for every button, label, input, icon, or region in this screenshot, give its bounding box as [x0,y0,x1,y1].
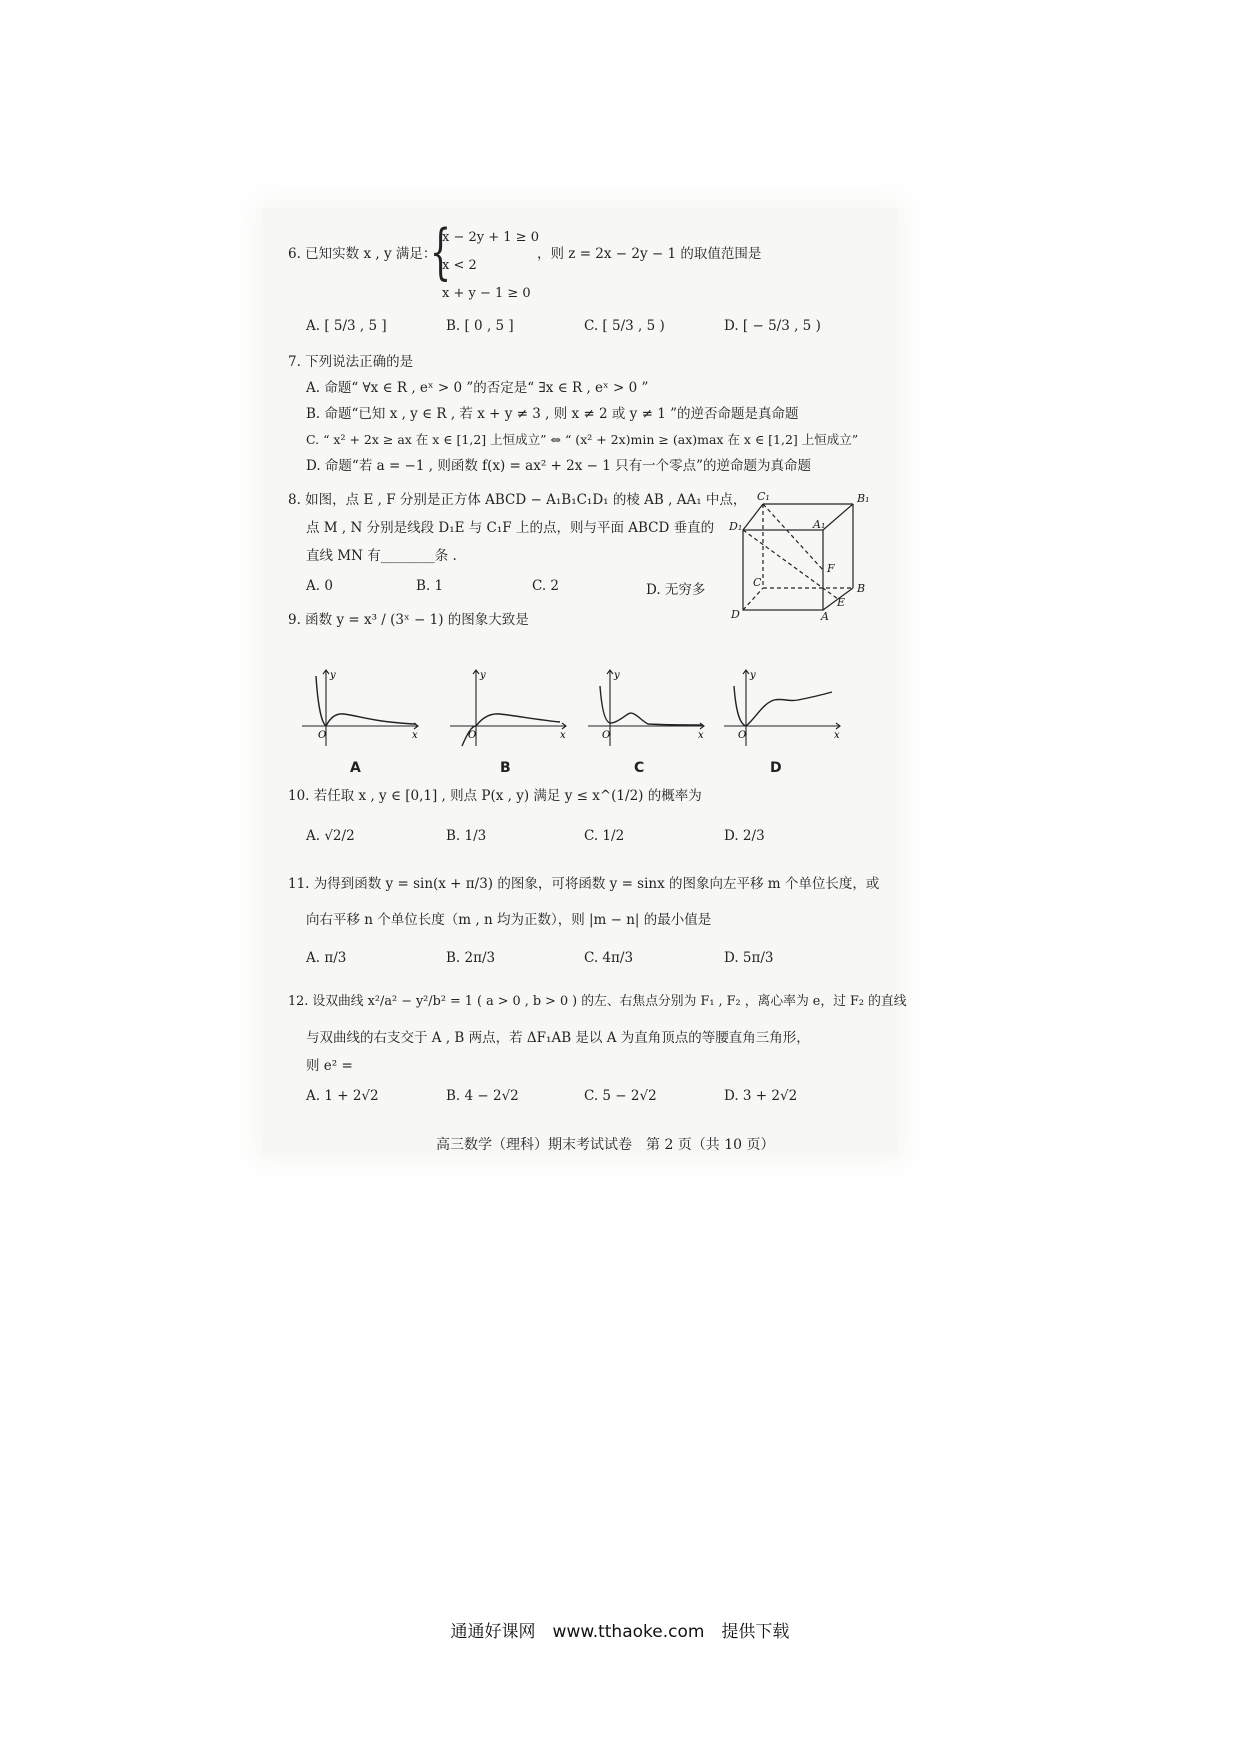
q9-b-origin: O [468,730,477,741]
q6-ineq-3: x + y − 1 ≥ 0 [442,286,531,301]
q8-option-c: C. 2 [532,578,560,594]
q6-stem-b: ，则 z = 2x − 2y − 1 的取值范围是 [537,246,762,262]
cube-label-c: C [753,576,762,589]
q9-a-origin: O [318,730,327,741]
q9-stem: 9. 函数 y = x³ / (3ˣ − 1) 的图象大致是 [288,612,529,628]
q9-a-x: x [412,730,418,741]
cube-label-c1: C₁ [757,490,770,503]
q8-line-1: 8. 如图，点 E , F 分别是正方体 ABCD − A₁B₁C₁D₁ 的棱 AB , AA₁ 中点， [288,492,747,508]
cube-label-a: A [821,610,829,623]
q9-b-y: y [480,670,486,681]
q9-c-origin: O [602,730,611,741]
cube-label-d: D [731,608,740,621]
q12-line-2: 与双曲线的右支交于 A , B 两点，若 ΔF₁AB 是以 A 为直角顶点的等腰直角三角形， [306,1030,810,1046]
cube-figure [729,490,883,623]
q7-stem: 7. 下列说法正确的是 [288,354,414,370]
q6-system [442,224,539,308]
q9-label-d: D [770,760,782,776]
q9-c-y: y [614,670,620,681]
q9-b-x: x [560,730,566,741]
q6-option-b: B. [ 0 , 5 ] [446,318,514,334]
q6-option-a: A. [ 5/3 , 5 ] [306,318,387,334]
cube-label-b: B [857,582,866,595]
q9-c-x: x [698,730,704,741]
q8-option-b: B. 1 [416,578,444,594]
q9-label-b: B [500,760,511,776]
download-credit: 通通好课网 www.tthaoke.com 提供下载 [450,1622,790,1642]
q11-line-1: 11. 为得到函数 y = sin(x + π/3) 的图象，可将函数 y = sinx 的图象向左平移 m 个单位长度，或 [288,876,880,892]
q12-option-c: C. 5 − 2√2 [584,1088,657,1104]
q9-graph-c [586,668,708,748]
q9-label-c: C [634,760,645,776]
q8-option-d: D. 无穷多 [646,582,706,598]
q8-option-a: A. 0 [306,578,333,594]
q6-ineq-1: x − 2y + 1 ≥ 0 [442,230,539,245]
q8-line-3: 直线 MN 有________条 . [306,548,457,564]
q10-option-a: A. √2/2 [306,828,355,844]
q11-line-2: 向右平移 n 个单位长度（m , n 均为正数），则 |m − n| 的最小值是 [306,912,712,928]
page-footer: 高三数学（理科）期末考试试卷 第 2 页（共 10 页） [436,1137,775,1153]
q10-option-b: B. 1/3 [446,828,487,844]
q7-option-d: D. 命题“若 a = −1 , 则函数 f(x) = ax² + 2x − 1 只有一个零点”的逆命题为真命题 [306,458,812,474]
q6-option-d: D. [ − 5/3 , 5 ) [724,318,821,334]
q10-stem: 10. 若任取 x , y ∈ [0,1] , 则点 P(x , y) 满足 y ≤ x^(1/2) 的概率为 [288,788,702,804]
q11-option-b: B. 2π/3 [446,950,496,966]
cube-label-a1: A₁ [813,518,826,531]
q7-option-b: B. 命题“已知 x , y ∈ R , 若 x + y ≠ 3 , 则 x ≠ 2 或 y ≠ 1 ”的逆否命题是真命题 [306,406,799,422]
q12-line-3: 则 e² = [306,1058,353,1074]
q9-a-y: y [330,670,336,681]
q11-option-d: D. 5π/3 [724,950,774,966]
q7-option-c: C. “ x² + 2x ≥ ax 在 x ∈ [1,2] 上恒成立” ⇔ “ (x² + 2x)min ≥ (ax)max 在 x ∈ [1,2] 上恒成立” [306,432,859,447]
cube-label-b1: B₁ [857,492,870,505]
q9-graph-b [448,668,570,748]
q12-line-1: 12. 设双曲线 x²/a² − y²/b² = 1 ( a > 0 , b > 0 ) 的左、右焦点分别为 F₁ , F₂ ，离心率为 e，过 F₂ 的直线 [288,994,907,1009]
q12-option-b: B. 4 − 2√2 [446,1088,519,1104]
cube-label-e: E [837,596,846,609]
q6-stem-a: 6. 已知实数 x , y 满足： [288,246,437,262]
cube-label-d1: D₁ [729,520,743,533]
q9-label-a: A [350,760,361,776]
q11-option-a: A. π/3 [306,950,347,966]
q6-ineq-2: x < 2 [442,258,477,273]
q12-option-d: D. 3 + 2√2 [724,1088,798,1104]
q9-d-y: y [750,670,756,681]
q10-option-d: D. 2/3 [724,828,765,844]
q9-d-x: x [834,730,840,741]
q7-option-a: A. 命题“ ∀x ∈ R , eˣ > 0 ”的否定是“ ∃x ∈ R , eˣ > 0 ” [306,380,649,396]
q10-option-c: C. 1/2 [584,828,625,844]
q6-option-c: C. [ 5/3 , 5 ) [584,318,665,334]
q9-graph-d [722,668,844,748]
q6-brace: { [430,217,452,287]
q9-d-origin: O [738,730,747,741]
q11-option-c: C. 4π/3 [584,950,634,966]
q8-line-2: 点 M , N 分别是线段 D₁E 与 C₁F 上的点，则与平面 ABCD 垂直的 [306,520,715,536]
q9-graph-a [300,668,422,748]
q12-option-a: A. 1 + 2√2 [306,1088,379,1104]
cube-label-f: F [827,562,835,575]
